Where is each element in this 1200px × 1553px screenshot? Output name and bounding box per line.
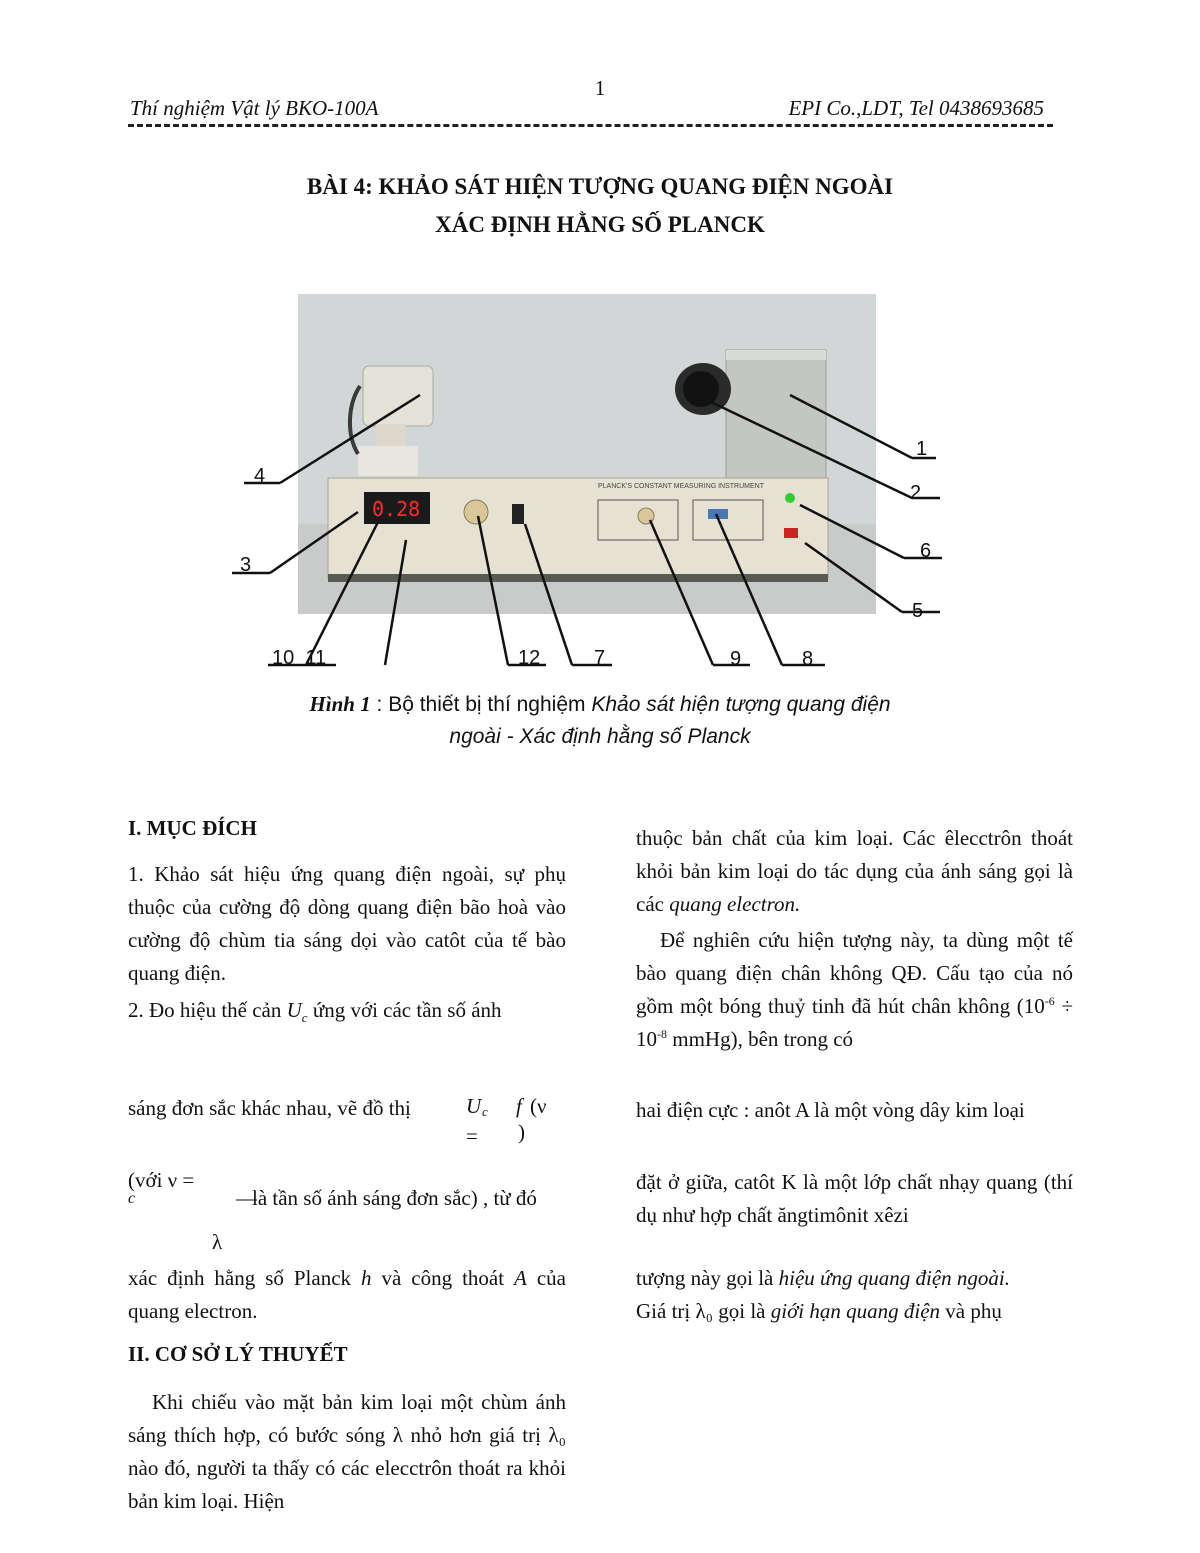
callout-2: 2 [910,482,922,504]
symbol-U: U [466,1094,482,1118]
callout-1: 1 [916,438,928,460]
open-paren-nu: (ν [530,1094,547,1118]
right-paragraph-1: thuộc bản chất của kim loại. Các êlecctrôn thoát khỏi bản kim loại do tác dụng của ánh sáng gọi là các quang electron. [636,826,1073,916]
callout-4: 4 [254,465,266,487]
section-heading-1: I. MỤC ĐÍCH [128,816,257,840]
paragraph-1: 1. Khảo sát hiệu ứng quang điện ngoài, sự phụ thuộc của cường độ dòng quang điện bão hoà vào cường độ chùm tia sáng dọi vào catôt của tế bào quang điện. [128,862,566,985]
panel-title: PLANCK'S CONSTANT MEASURING INSTRUMENT [598,483,764,490]
figure-caption-line-1: Hình 1 : Bộ thiết bị thí nghiệm Khảo sát hiện tượng quang điện [309,692,891,716]
fraction-bar: — [236,1186,257,1210]
callout-10-11: 10 11 [272,647,327,669]
right-paragraph-6: Giá trị λ₀ gọi là giới hạn quang điện và phụ [636,1299,1002,1323]
callout-9: 9 [730,648,742,670]
paragraph-6: Khi chiếu vào mặt bản kim loại một chùm ánh sáng thích hợp, có bước sóng λ nhỏ hơn giá trị λ₀ nào đó, người ta thấy có các elecctrôn thoát ra khỏi bản kim loại. Hiện [128,1390,566,1513]
right-paragraph-2: Để nghiên cứu hiện tượng này, ta dùng một tế bào quang điện chân không QĐ. Cấu tạo của nó gồm một bóng thuỷ tinh đã hút chân không ($10^{-6} \div 10^{-8}$ mmHg), bên trong có [636,928,1074,1051]
symbol-U-subscript: c [482,1104,488,1119]
symbol-f: f [516,1094,522,1118]
title-line-1: BÀI 4: KHẢO SÁT HIỆN TƯỢNG QUANG ĐIỆN NGOÀI [306,174,894,199]
callout-lines [0,0,1200,700]
equals-sign: = [466,1124,478,1148]
callout-7: 7 [594,647,606,669]
callout-8: 8 [802,648,814,670]
header-right: EPI Co.,LDT, Tel 0438693685 [788,96,1044,120]
header-left: Thí nghiệm Vật lý BKO-100A [130,96,379,120]
paragraph-4-end: là tần số ánh sáng đơn sắc) , từ đó [252,1186,537,1210]
title-line-2: XÁC ĐỊNH HẰNG SỐ PLANCK [435,212,765,237]
callout-6: 6 [920,540,932,562]
symbol-lambda: λ [212,1230,223,1254]
paragraph-4-start: (với ν = [128,1168,195,1192]
section-heading-2: II. CƠ SỞ LÝ THUYẾT [128,1342,348,1366]
paragraph-3: sáng đơn sắc khác nhau, vẽ đồ thị [128,1096,411,1120]
page-number: 1 [594,76,606,100]
callout-3: 3 [240,554,252,576]
paragraph-5: xác định hằng số Planck h và công thoát A của quang electron. [128,1266,566,1323]
symbol-c: c [128,1190,136,1207]
right-paragraph-4: đặt ở giữa, catôt K là một lớp chất nhạy quang (thí dụ như hợp chất ăngtimônit xêzi [636,1170,1073,1227]
close-paren: ) [518,1120,525,1144]
paragraph-2: 2. Đo hiệu thế cản $U_c$ ứng với các tần số ánh [128,998,502,1026]
right-paragraph-3: hai điện cực : anôt A là một vòng dây kim loại [636,1098,1025,1122]
right-paragraph-5: tượng này gọi là hiệu ứng quang điện ngoài. [636,1266,1010,1290]
display-readout: 0.28 [372,497,421,521]
callout-5: 5 [912,600,924,622]
figure-caption-line-2: ngoài - Xác định hằng số Planck [449,725,751,748]
callout-12: 12 [518,647,541,669]
